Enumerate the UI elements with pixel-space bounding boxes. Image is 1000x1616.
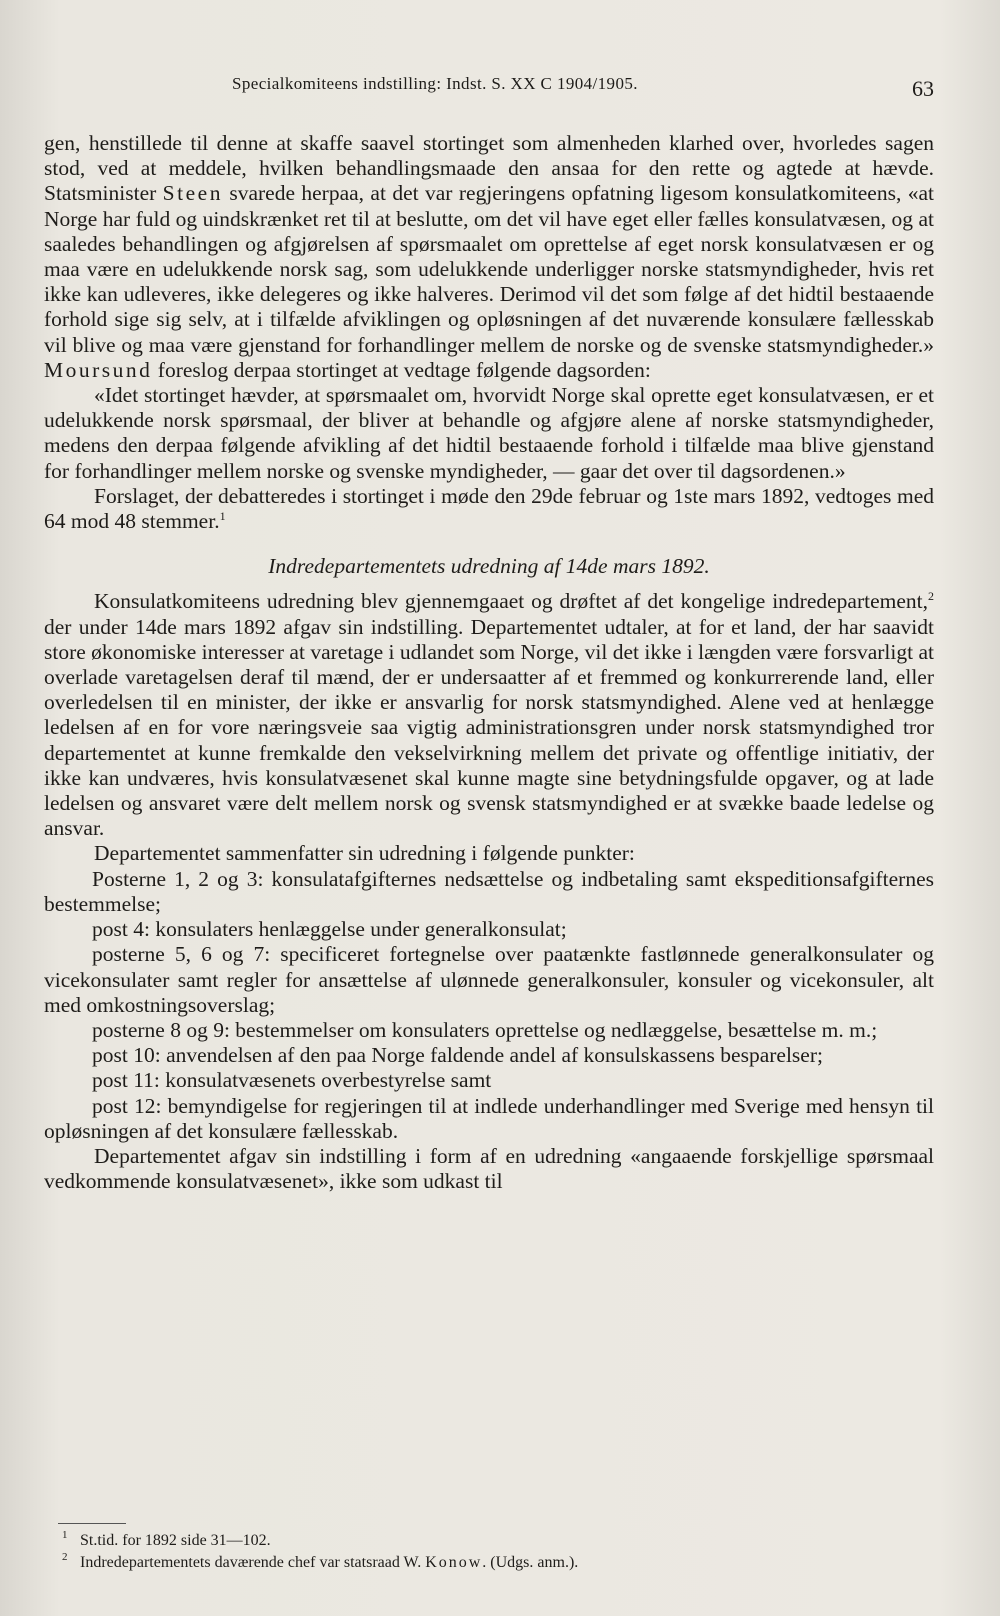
paragraph-6: Departementet afgav sin indstilling i form af en udredning «angaaende forskjellige spørsmaal vedkommende konsulatvæsenet», ikke som udkast til bbox=[44, 1143, 934, 1194]
name-konow: Konow bbox=[425, 1554, 483, 1571]
page-header bbox=[0, 74, 1000, 100]
name-moursund: Moursund bbox=[44, 357, 153, 382]
footnote-rule bbox=[58, 1523, 126, 1524]
footnote-2: 2 Indredepartementets daværende chef var statsraad W. Konow. (Udgs. anm.). bbox=[62, 1552, 922, 1574]
list-item: Posterne 1, 2 og 3: konsulatafgifternes nedsættelse og indbetaling samt ekspeditionsafgifternes bestemmelse; bbox=[44, 866, 934, 916]
footnote-ref-2: 2 bbox=[928, 589, 934, 604]
paragraph-3: Forslaget, der debatteredes i stortinget i møde den 29de februar og 1ste mars 1892, vedtoges med 64 mod 48 stemmer.$^1$ bbox=[44, 483, 934, 534]
list-item: posterne 8 og 9: bestemmelser om konsulaters oprettelse og nedlæggelse, besættelse m. m.; bbox=[92, 1017, 878, 1042]
section-heading: Indredepartementets udredning af 14de mars 1892. bbox=[268, 554, 710, 579]
paragraph-5: Departementet sammenfatter sin udredning i følgende punkter: bbox=[94, 841, 635, 866]
list-item: post 4: konsulaters henlæggelse under generalkonsulat; bbox=[92, 917, 567, 942]
list-item: posterne 5, 6 og 7: specificeret fortegnelse over paatænkte fastlønnede generalkonsulater og vicekonsulater samt regler for ansættelse af ulønnede generalkonsuler, konsuler og vicekonsuler, alt med omkostningsoverslag; bbox=[44, 942, 934, 1017]
footnote-1 bbox=[62, 1530, 922, 1552]
list-item: post 10: anvendelsen af den paa Norge faldende andel af konsulskassens besparelser; bbox=[92, 1043, 823, 1068]
page-number: 63 bbox=[912, 76, 934, 101]
footnote-text: St.tid. for 1892 side 31—102. bbox=[80, 1532, 271, 1549]
footnotes bbox=[62, 1530, 922, 1574]
paragraph-1: gen, henstillede til denne at skaffe saavel stortinget som almenheden klarhed over, hvorledes sagen stod, ved at meddele, hvilken behandlingsmaade den ansaa for den rette og agtede at hævde. Statsminister Steen svarede herpaa, at det var regjeringens opfatning ligesom konsulatkomiteens, «at Norge har fuld og uindskrænket ret til at beslutte, om det vil have eget eller fælles konsulatvæsen, og at saaledes behandlingen og afgjørelsen af spørsmaalet om oprettelse af eget norsk konsulatvæsen er og maa være en udelukkende norsk sag, som udelukkende underligger norske statsmyndigheder, hvis ret ikke kan udleveres, ikke delegeres og ikke halveres. Derimod vil det som følge af det hidtil bestaaende forhold sige sig selv, at i tilfælde afviklingen og opløsningen af det nuværende konsulære fællesskab vil blive og maa være gjenstand for forhandlinger mellem de norske og de svenske statsmyndigheder.» Moursund foreslog derpaa stortinget at vedtage følgende dagsorden: bbox=[44, 131, 934, 382]
running-title: Specialkomiteens indstilling: Indst. S. XX C 1904/1905. bbox=[232, 74, 638, 93]
paragraph-2-quote: «Idet stortinget hævder, at spørsmaalet om, hvorvidt Norge skal oprette eget konsulatvæsen, er et udelukkende norsk spørsmaal, der bliver at behandle og afgjøre alene af norske statsmyndigheder, medens den derpaa følgende afvikling af det hidtil bestaaende forhold i tilfælde maa blive gjenstand for forhandlinger mellem norske og svenske myndigheder, — gaar det over til dagsordenen.» bbox=[44, 383, 934, 483]
footnote-number: 2 bbox=[62, 1551, 68, 1563]
body-text bbox=[44, 131, 934, 1194]
footnote-ref-1: 1 bbox=[219, 508, 226, 523]
paragraph-4: Konsulatkomiteens udredning blev gjennemgaaet og drøftet af det kongelige indredepartement,$^2$ der under 14de mars 1892 afgav sin indstilling. Departementet udtaler, at for et land, der har saavidt store økonomiske interesser at varetage i udlandet som Norge, vil det ikke i længden være forsvarligt at overlade varetagelsen deraf til mænd, der er undersaatter af et fremmed og konkurrerende land, eller overledelsen til en minister, der ikke er ansvarlig for norsk statsmyndighed. Alene ved at henlægge ledelsen af en for vore næringsveie saa vigtig administrationsgren under norsk statsmyndighed tror departementet at kunne fremkalde den vekselvirkning mellem det private og offentlige initiativ, der ikke kan undværes, hvis konsulatvæsenet skal kunne magte sine betydningsfulde opgaver, og at lade ledelsen og ansvaret være delt mellem norsk og svensk statsmyndighed er at svække baade ledelse og ansvar. bbox=[44, 589, 934, 841]
footnote-number: 1 bbox=[62, 1529, 68, 1541]
name-steen: Steen bbox=[162, 181, 223, 206]
list-item: post 11: konsulatvæsenets overbestyrelse samt bbox=[92, 1068, 492, 1093]
list-item: post 12: bemyndigelse for regjeringen til at indlede underhandlinger med Sverige med hensyn til opløsningen af det konsulære fællesskab. bbox=[44, 1093, 934, 1143]
